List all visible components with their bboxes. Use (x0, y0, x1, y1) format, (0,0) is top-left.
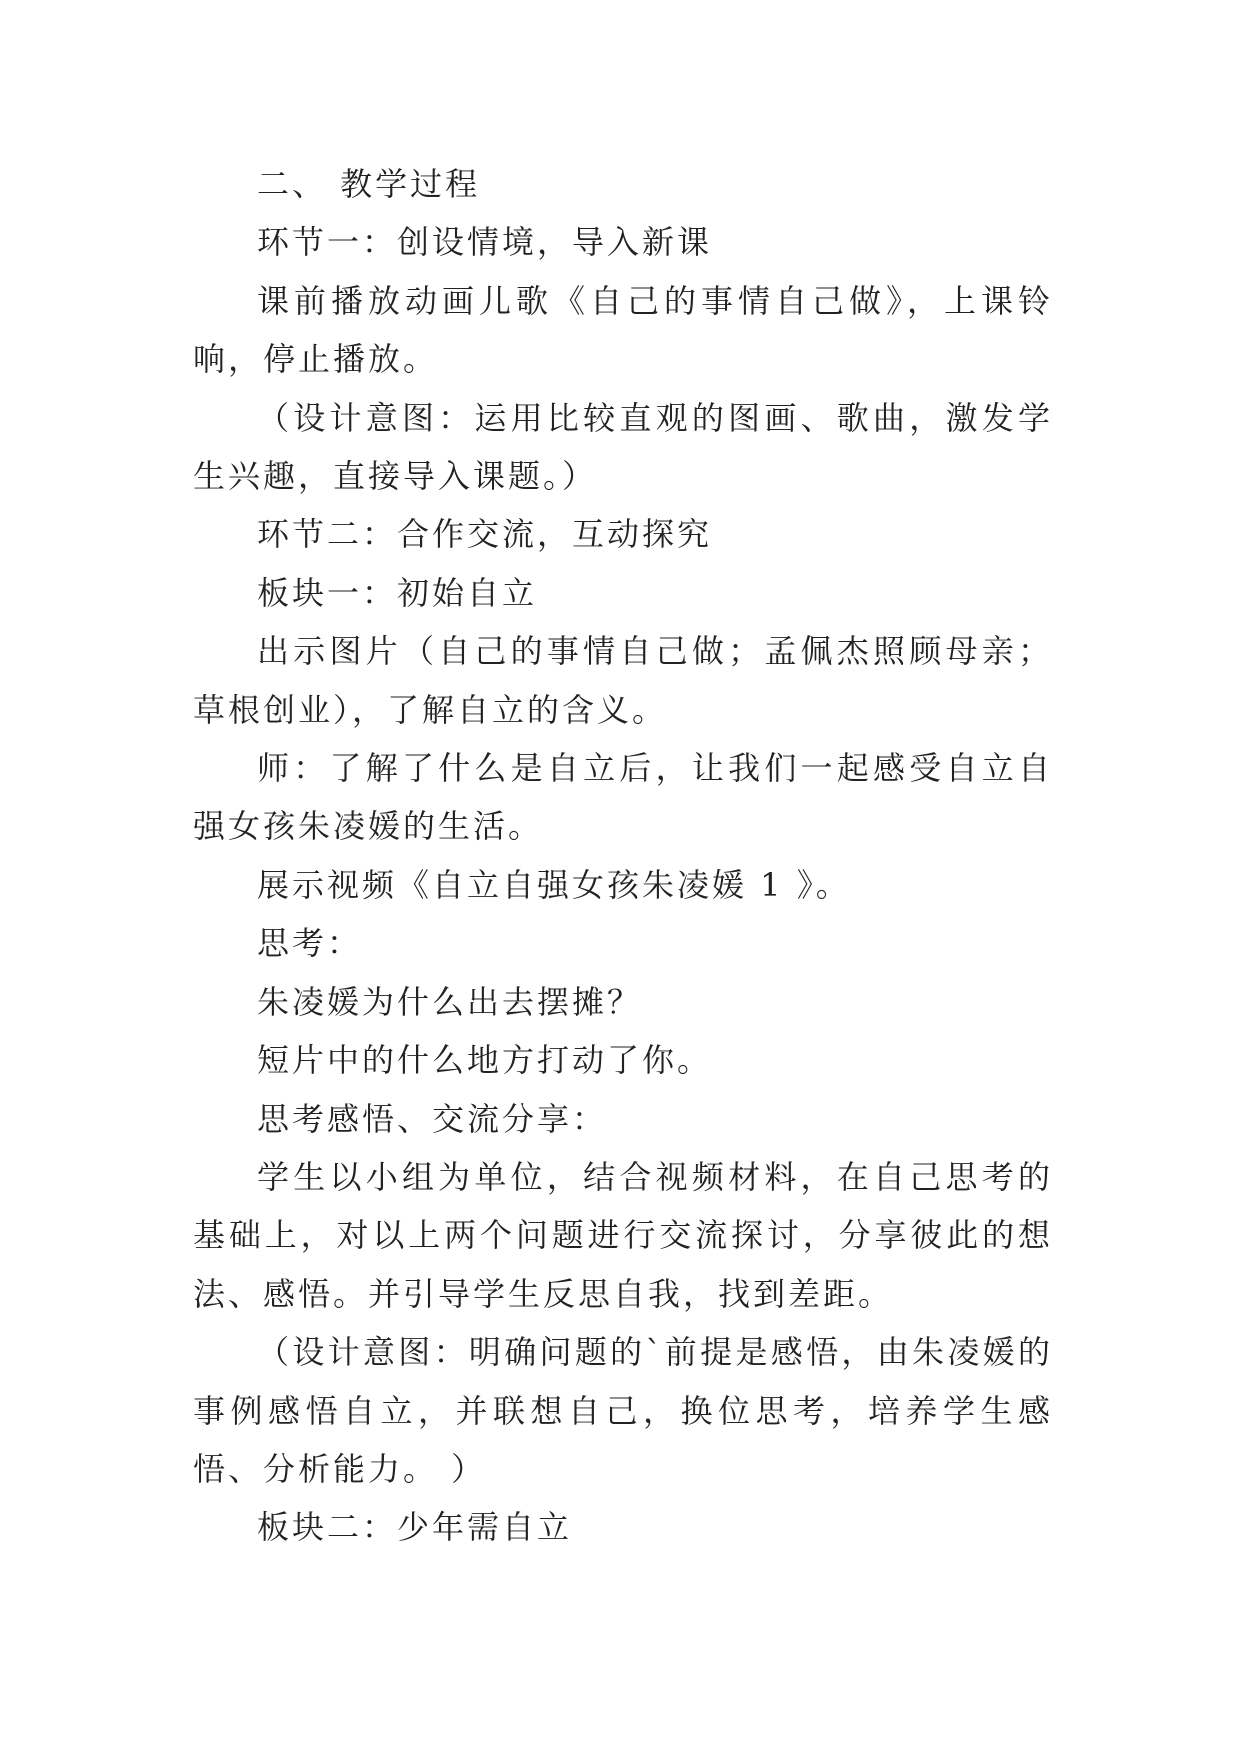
paragraph: 课前播放动画儿歌《自己的事情自己做》，上课铃响，停止播放。 (193, 281, 1053, 379)
section-heading: 二、 教学过程 (257, 165, 481, 203)
question-item: 短片中的什么地方打动了你。 (257, 1041, 713, 1080)
paragraph: 思考感悟、交流分享： (257, 1099, 608, 1138)
paragraph: 出示图片（自己的事情自己做；孟佩杰照顾母亲；草根创业），了解自立的含义。 (193, 632, 1053, 729)
block-two-heading: 板块二：少年需自立 (257, 1508, 573, 1547)
paragraph: 展示视频《自立自强女孩朱凌媛 1 》。 (257, 865, 851, 904)
design-intent-note: （设计意图：明确问题的`前提是感悟，由朱凌媛的事例感悟自立，并联想自己，换位思考，培养学生感悟、分析能力。 ） (193, 1333, 1053, 1488)
paragraph: 学生以小组为单位，结合视频材料，在自己思考的基础上，对以上两个问题进行交流探讨，分享彼此的想法、感悟。并引导学生反思自我，找到差距。 (193, 1157, 1053, 1313)
block-one-heading: 板块一：初始自立 (257, 573, 538, 612)
document-body (193, 155, 1053, 1557)
paragraph: 思考： (257, 924, 363, 963)
stage-one-heading: 环节一：创设情境，导入新课 (257, 223, 713, 262)
design-intent-note: （设计意图：运用比较直观的图画、歌曲，激发学生兴趣，直接导入课题。） (193, 398, 1053, 496)
paragraph: 师：了解了什么是自立后，让我们一起感受自立自强女孩朱凌媛的生活。 (193, 749, 1053, 846)
stage-two-heading: 环节二：合作交流，互动探究 (257, 515, 713, 554)
question-item: 朱凌媛为什么出去摆摊？ (257, 982, 643, 1021)
